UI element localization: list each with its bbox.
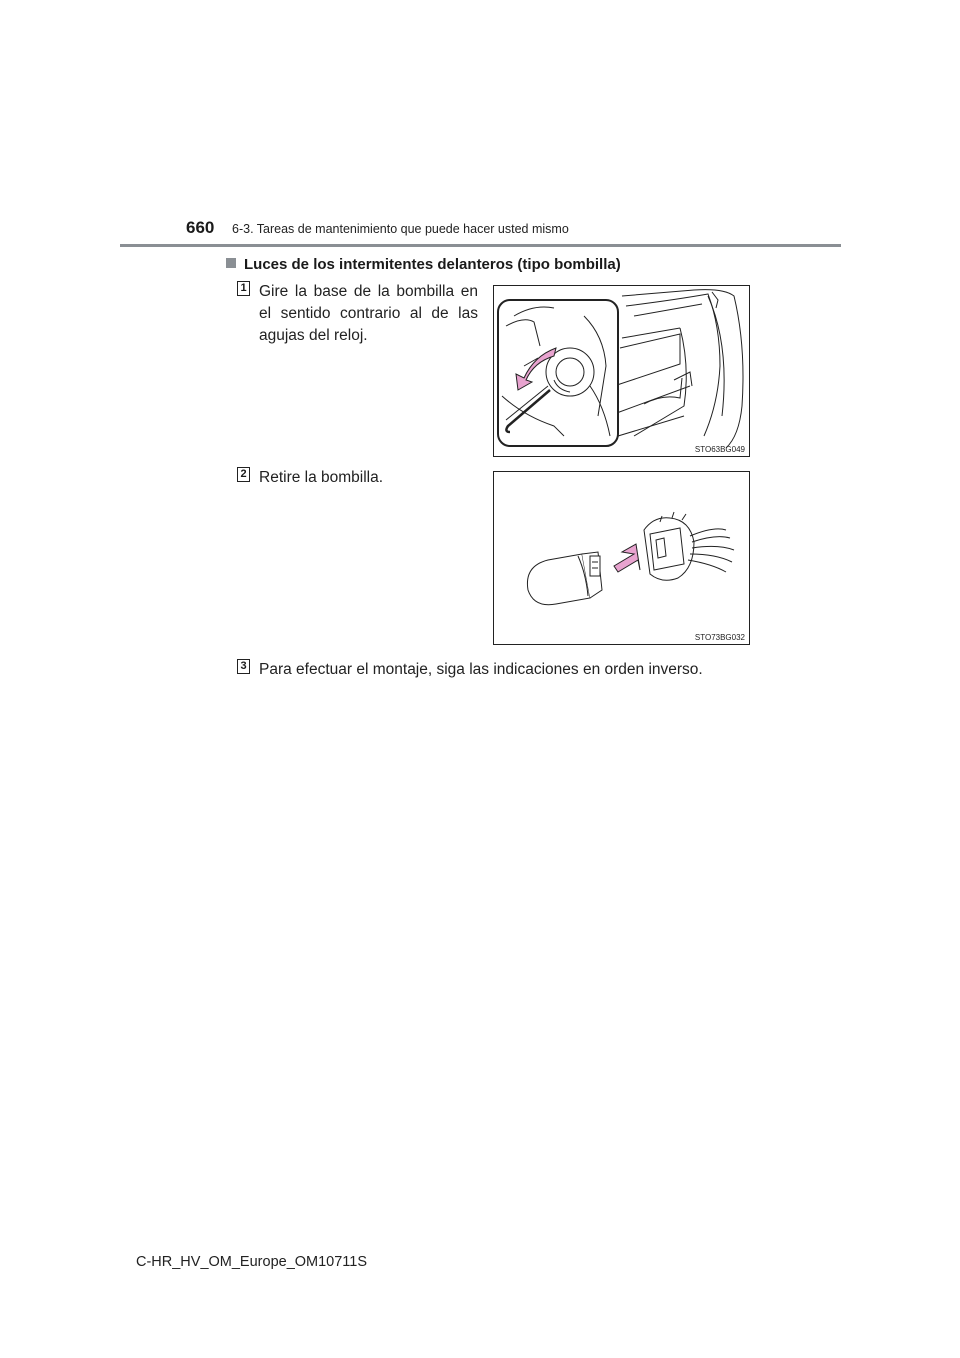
square-bullet-icon	[226, 258, 236, 268]
figure-code: STO73BG032	[694, 633, 745, 642]
figure-bulb-socket-rotation	[493, 285, 750, 457]
step-number-2: 2	[237, 467, 250, 482]
removal-arrow-icon	[614, 544, 640, 572]
step-number-3: 3	[237, 659, 250, 674]
step-2-text: Retire la bombilla.	[259, 469, 384, 486]
page-number: 660	[186, 218, 215, 237]
header-rule	[120, 244, 841, 247]
section-heading-text: Luces de los intermitentes delanteros (tipo bombilla)	[244, 256, 621, 273]
section-heading	[226, 256, 621, 273]
step-1-text: Gire la base de la bombilla en el sentido contrario al de las agujas del reloj.	[259, 283, 478, 344]
figure-bulb-removal	[493, 471, 750, 645]
bulb-illustration	[494, 472, 749, 644]
footer-document-code: C-HR_HV_OM_Europe_OM10711S	[136, 1254, 368, 1270]
headlight-illustration	[494, 286, 749, 456]
step-3-text: Para efectuar el montaje, siga las indicaciones en orden inverso.	[259, 661, 703, 678]
chapter-title: 6-3. Tareas de mantenimiento que puede hacer usted mismo	[232, 222, 569, 236]
step-number-1: 1	[237, 281, 250, 296]
figure-code: STO63BG049	[694, 445, 745, 454]
